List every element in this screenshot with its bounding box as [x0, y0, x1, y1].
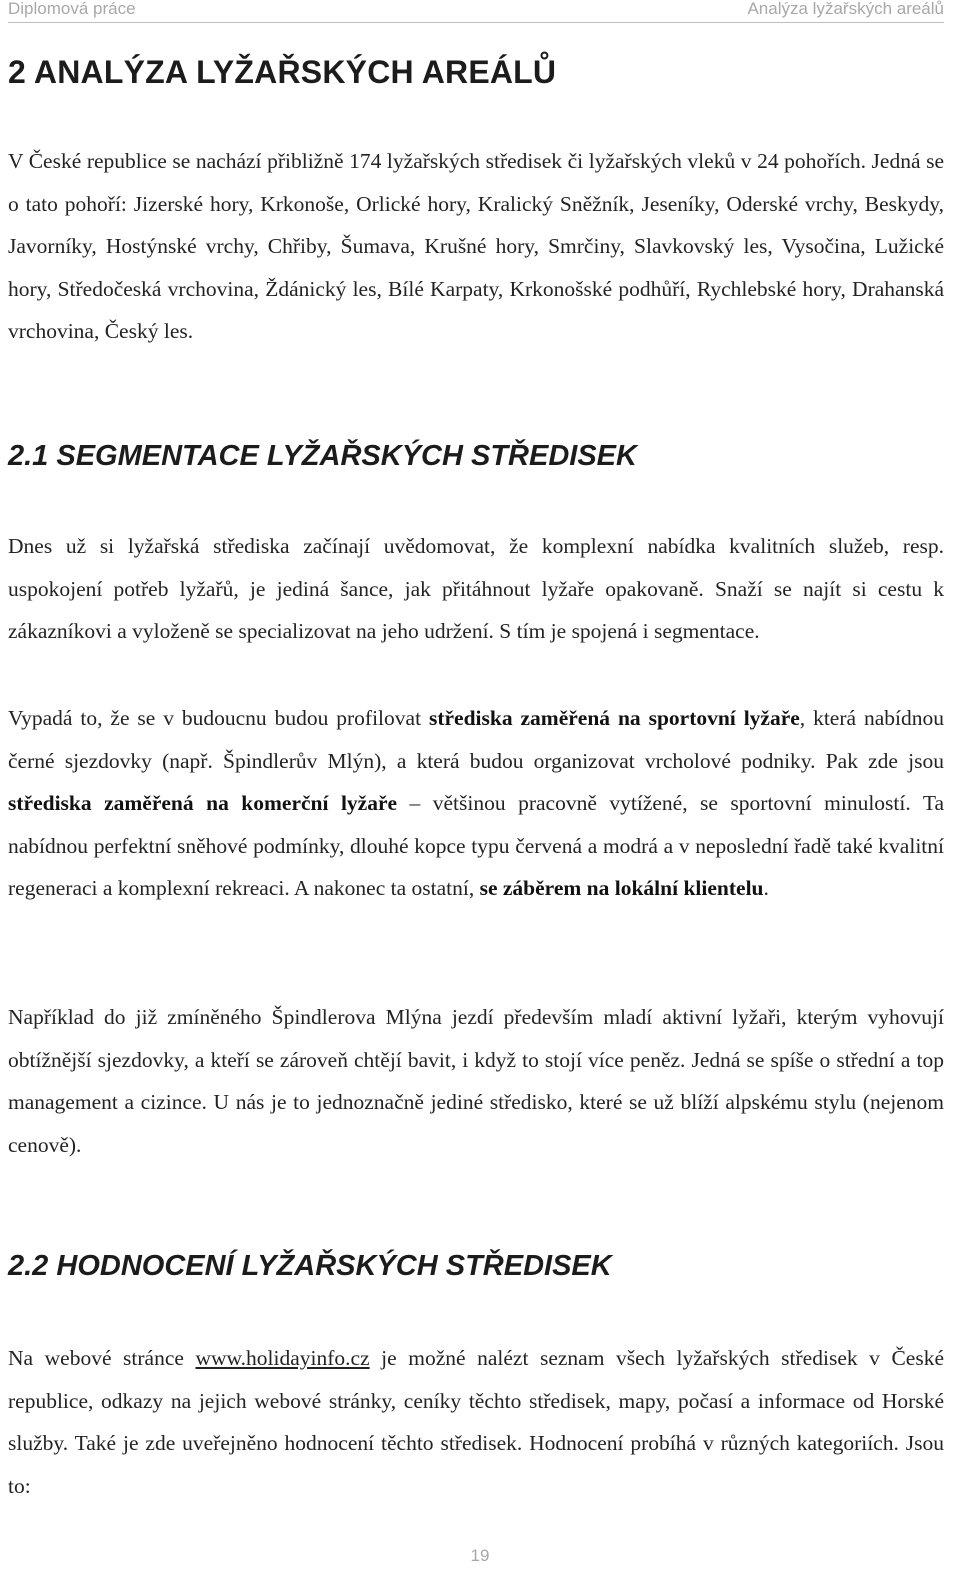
chapter-intro-paragraph: V České republice se nachází přibližně 174 lyžařských středisek či lyžařských vleků v 24 pohořích. Jedná se o tato pohoří: Jizerské hory, Krkonoše, Orlické hory, Kralický Sněžník, Jeseníky, Oderské vrchy, Beskydy, Javorníky, Hostýnské vrchy, Chřiby, Šumava, Krušné hory, Smrčiny, Slavkovský les, Vysočina, Lužické hory, Středočeská vrchovina, Ždánický les, Bílé Karpaty, Krkonošské podhůří, Rychlebské hory, Drahanská vrchovina, Český les.: [8, 149, 944, 343]
section-title-hodnoceni: 2.2 HODNOCENÍ LYŽAŘSKÝCH STŘEDISEK: [8, 1250, 612, 1282]
running-header: [8, 0, 944, 23]
chapter-title: 2 ANALÝZA LYŽAŘSKÝCH AREÁLŮ: [8, 54, 557, 90]
header-chapter-name: Analýza lyžařských areálů: [747, 0, 944, 18]
text-run: .: [763, 876, 769, 900]
text-run: – většinou pracovně vytížené, se sportovní minulostí. Ta nabídnou perfektní sněhové podmínky, dlouhé kopce typu červená a modrá a v neposlední řadě také kvalitní regeneraci a komplexní rekreaci. A nakonec ta ostatní,: [8, 791, 945, 900]
segmentace-paragraph-1: Dnes už si lyžařská střediska začínají uvědomovat, že komplexní nabídka kvalitních služeb, resp. uspokojení potřeb lyžařů, je jediná šance, jak přitáhnout lyžaře opakovaně. Snaží se najít si cestu k zákazníkovi a vyloženě se specializovat na jeho udržení. S tím je spojená i segmentace.: [8, 534, 944, 643]
header-document-type: Diplomová práce: [8, 0, 136, 18]
segmentace-paragraph-2: [8, 697, 944, 910]
text-run: Na webové stránce: [8, 1346, 196, 1370]
text-run: , která nabídnou černé sjezdovky (např. Špindlerův Mlýn), a která budou organizovat vrcholové podniky. Pak zde jsou: [8, 706, 944, 773]
bold-term-local-clients: se záběrem na lokální klientelu: [479, 876, 764, 900]
bold-term-commercial-skiers: střediska zaměřená na komerční lyžaře: [8, 791, 398, 815]
text-run: je možné nalézt seznam všech lyžařských středisek v České republice, odkazy na jejich webové stránky, ceníky těchto středisek, mapy, počasí a informace od Horské služby. Také je zde uveřejněno hodnocení těchto středisek. Hodnocení probíhá v různých kategoriích. Jsou to:: [8, 1346, 944, 1498]
hodnoceni-paragraph-1: [8, 1337, 944, 1507]
segmentace-paragraph-3: Například do již zmíněného Špindlerova Mlýna jezdí především mladí aktivní lyžaři, kterým vyhovují obtížnější sjezdovky, a kteří se zároveň chtějí bavit, i když to stojí více peněz. Jedná se spíše o střední a top management a cizince. U nás je to jednoznačně jediné středisko, které se už blíží alpskému stylu (nejenom cenově).: [8, 1005, 944, 1157]
page-number: 19: [470, 1546, 490, 1565]
holidayinfo-link[interactable]: www.holidayinfo.cz: [195, 1346, 370, 1370]
section-title-segmentace: 2.1 SEGMENTACE LYŽAŘSKÝCH STŘEDISEK: [8, 440, 637, 472]
text-run: Vypadá to, že se v budoucnu budou profilovat: [8, 706, 429, 730]
bold-term-sport-skiers: střediska zaměřená na sportovní lyžaře: [428, 706, 800, 730]
